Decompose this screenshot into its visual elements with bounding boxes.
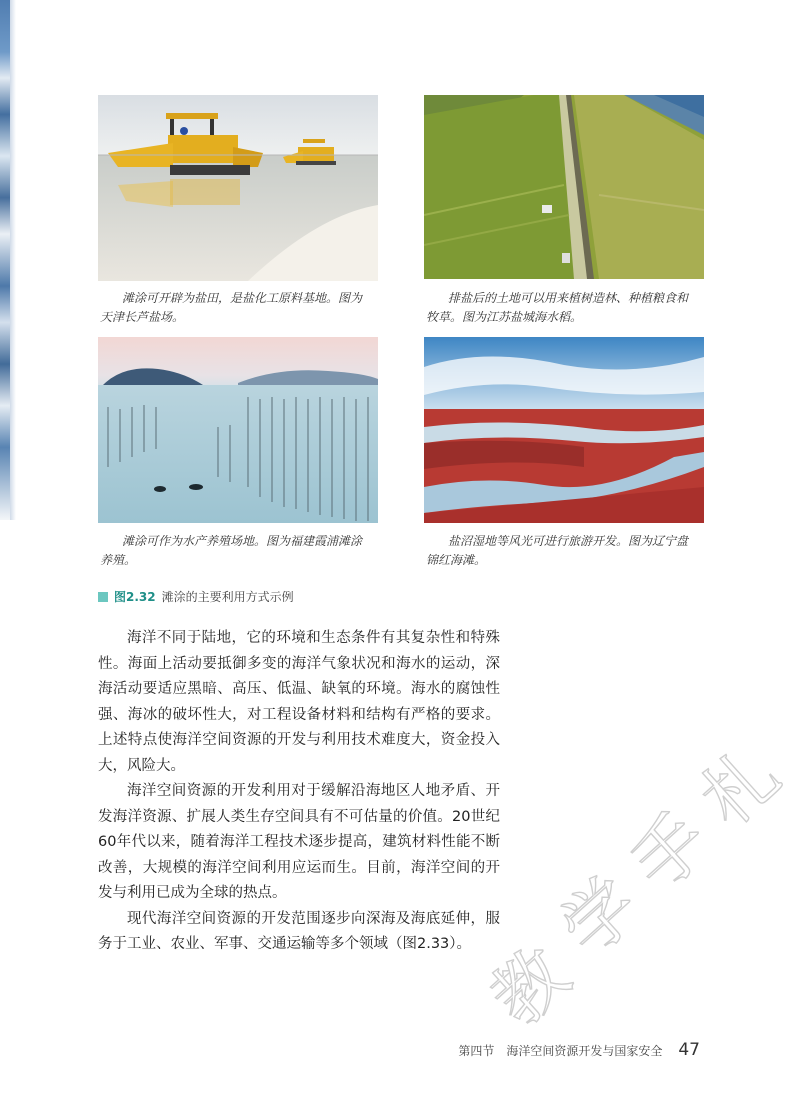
caption-red-beach: 盐沼湿地等风光可进行旅游开发。图为辽宁盘锦红海滩。 (426, 534, 689, 567)
photo-red-beach (424, 337, 704, 523)
watermark-char: 教 (475, 931, 585, 1042)
caption-sea-rice: 排盐后的土地可以用来植树造林、种植粮食和牧草。图为江苏盐城海水稻。 (426, 291, 689, 324)
footer-title: 海洋空间资源开发与国家安全 (506, 1044, 663, 1058)
watermark (470, 731, 800, 1042)
photo-salt-field (98, 95, 378, 281)
paragraph: 海洋空间资源的开发利用对于缓解沿海地区人地矛盾、开发海洋资源、扩展人类生存空间具有不可估量的价值。20世纪60年代以来，随着海洋工程技术逐步提高，建筑材料性能不断改善，大规模的海洋空间利用应运而生。目前，海洋空间的开发与利用已成为全球的热点。 (98, 783, 500, 901)
watermark-char: 手 (615, 796, 725, 907)
figure-number: 图2.32 (114, 590, 156, 604)
figure-label (98, 588, 294, 605)
watermark-char: 札 (685, 731, 795, 842)
photo-sea-rice (424, 95, 704, 279)
edge-decoration (0, 0, 10, 520)
paragraph: 现代海洋空间资源的开发范围逐步向深海及海底延伸，服务于工业、农业、军事、交通运输等多个领域（图2.33）。 (98, 910, 500, 952)
caption-salt-field: 滩涂可开辟为盐田，是盐化工原料基地。图为天津长芦盐场。 (100, 291, 363, 324)
figure-marker-icon (98, 592, 108, 602)
page-footer (458, 1040, 700, 1060)
edge-fade (10, 0, 16, 520)
figure-title: 滩涂的主要利用方式示例 (161, 590, 294, 604)
photo-aquaculture (98, 337, 378, 523)
body-text (98, 626, 500, 958)
footer-section: 第四节 (458, 1044, 495, 1058)
page-number: 47 (678, 1040, 700, 1060)
paragraph: 海洋不同于陆地，它的环境和生态条件有其复杂性和特殊性。海面上活动要抵御多变的海洋气象状况和海水的运动，深海活动要适应黑暗、高压、低温、缺氧的环境。海水的腐蚀性强、海冰的破坏性大，对工程设备材料和结构有严格的要求。上述特点使海洋空间资源的开发与利用技术难度大，资金投入大，风险大。 (98, 630, 500, 774)
caption-aquaculture: 滩涂可作为水产养殖场地。图为福建霞浦滩涂养殖。 (100, 534, 363, 567)
watermark-char: 学 (545, 861, 655, 972)
